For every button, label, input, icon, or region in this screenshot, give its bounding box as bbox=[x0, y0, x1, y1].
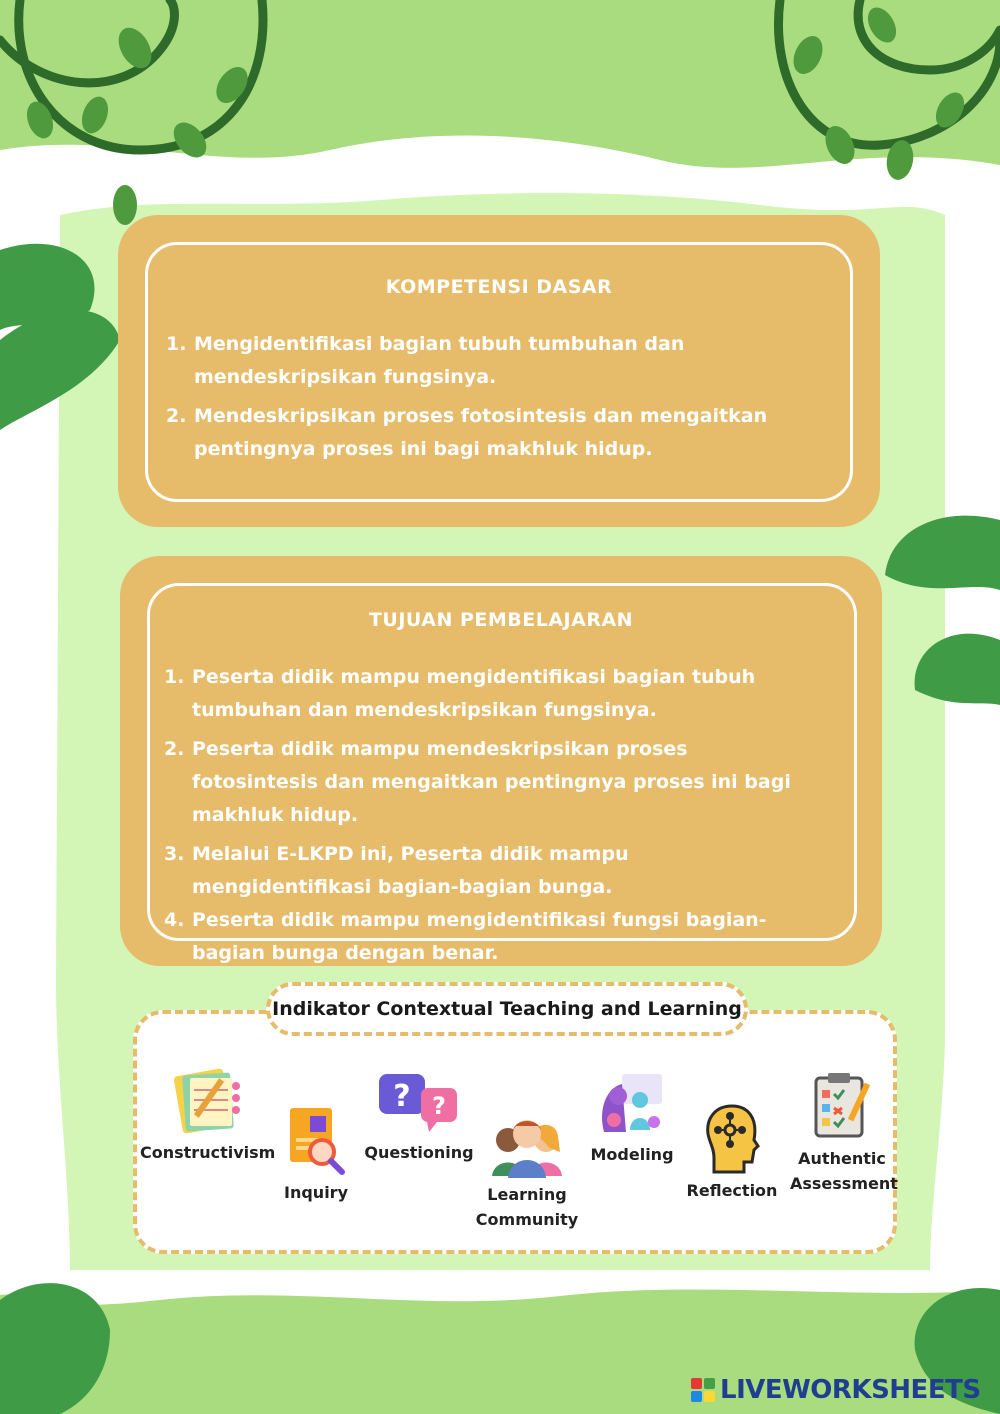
ctl-item-reflection bbox=[682, 1104, 782, 1203]
ctl-label: Reflection bbox=[686, 1181, 778, 1200]
notebook-icon bbox=[170, 1066, 244, 1136]
kompetensi-dasar-panel bbox=[118, 215, 880, 527]
liveworksheets-logo-mark-icon bbox=[690, 1377, 716, 1403]
tujuan-pembelajaran-list bbox=[164, 661, 814, 970]
ctl-item-modeling bbox=[584, 1070, 680, 1167]
ctl-label: Modeling bbox=[590, 1145, 674, 1164]
ctl-item-constructivism bbox=[140, 1066, 274, 1165]
list-item: 2. Peserta didik mampu mendeskripsikan proses fotosintesis dan mengaitkan pentingnya proses ini bagi makhluk hidup. bbox=[164, 738, 791, 826]
ctl-item-learning-community bbox=[470, 1112, 584, 1232]
ctl-indicator-title: Indikator Contextual Teaching and Learning bbox=[266, 982, 748, 1036]
head-network-icon bbox=[704, 1104, 760, 1174]
question-bubbles-icon bbox=[377, 1072, 461, 1134]
list-item: 4. Peserta didik mampu mengidentifikasi fungsi bagian-bagian bunga dengan benar. bbox=[164, 909, 767, 964]
svg-text:?: ? bbox=[393, 1079, 411, 1114]
liveworksheets-logo-text: LIVEWORKSHEETS bbox=[720, 1375, 981, 1405]
list-item: 1. Mengidentifikasi bagian tubuh tumbuhan dan mendeskripsikan fungsinya. bbox=[166, 333, 685, 388]
checklist-clipboard-icon bbox=[812, 1072, 872, 1138]
ctl-label: Authentic Assessment bbox=[790, 1149, 898, 1193]
kompetensi-dasar-list bbox=[166, 328, 806, 466]
ctl-item-authentic-assessment bbox=[790, 1072, 898, 1196]
ctl-label: Inquiry bbox=[284, 1183, 348, 1202]
list-item: 2. Mendeskripsikan proses fotosintesis dan mengaitkan pentingnya proses ini bagi makhluk hidup. bbox=[166, 405, 768, 460]
ctl-label: Constructivism bbox=[140, 1143, 276, 1162]
ctl-item-inquiry bbox=[270, 1104, 362, 1205]
list-item: 3. Melalui E-LKPD ini, Peserta didik mampu mengidentifikasi bagian-bagian bunga. bbox=[164, 843, 629, 898]
liveworksheets-logo bbox=[690, 1373, 981, 1407]
kompetensi-dasar-title: KOMPETENSI DASAR bbox=[385, 276, 613, 298]
people-group-icon bbox=[490, 1112, 564, 1178]
svg-text:?: ? bbox=[432, 1092, 446, 1120]
tujuan-pembelajaran-panel bbox=[120, 556, 882, 966]
ctl-label: Learning Community bbox=[475, 1185, 579, 1229]
tujuan-pembelajaran-title: TUJUAN PEMBELAJARAN bbox=[368, 609, 634, 631]
modeling-person-icon bbox=[596, 1070, 668, 1138]
ctl-label: Questioning bbox=[364, 1143, 474, 1162]
list-item: 1. Peserta didik mampu mengidentifikasi bagian tubuh tumbuhan dan mendeskripsikan fungsinya. bbox=[164, 666, 756, 721]
magnifier-document-icon bbox=[284, 1104, 348, 1176]
ctl-item-questioning bbox=[364, 1072, 474, 1165]
